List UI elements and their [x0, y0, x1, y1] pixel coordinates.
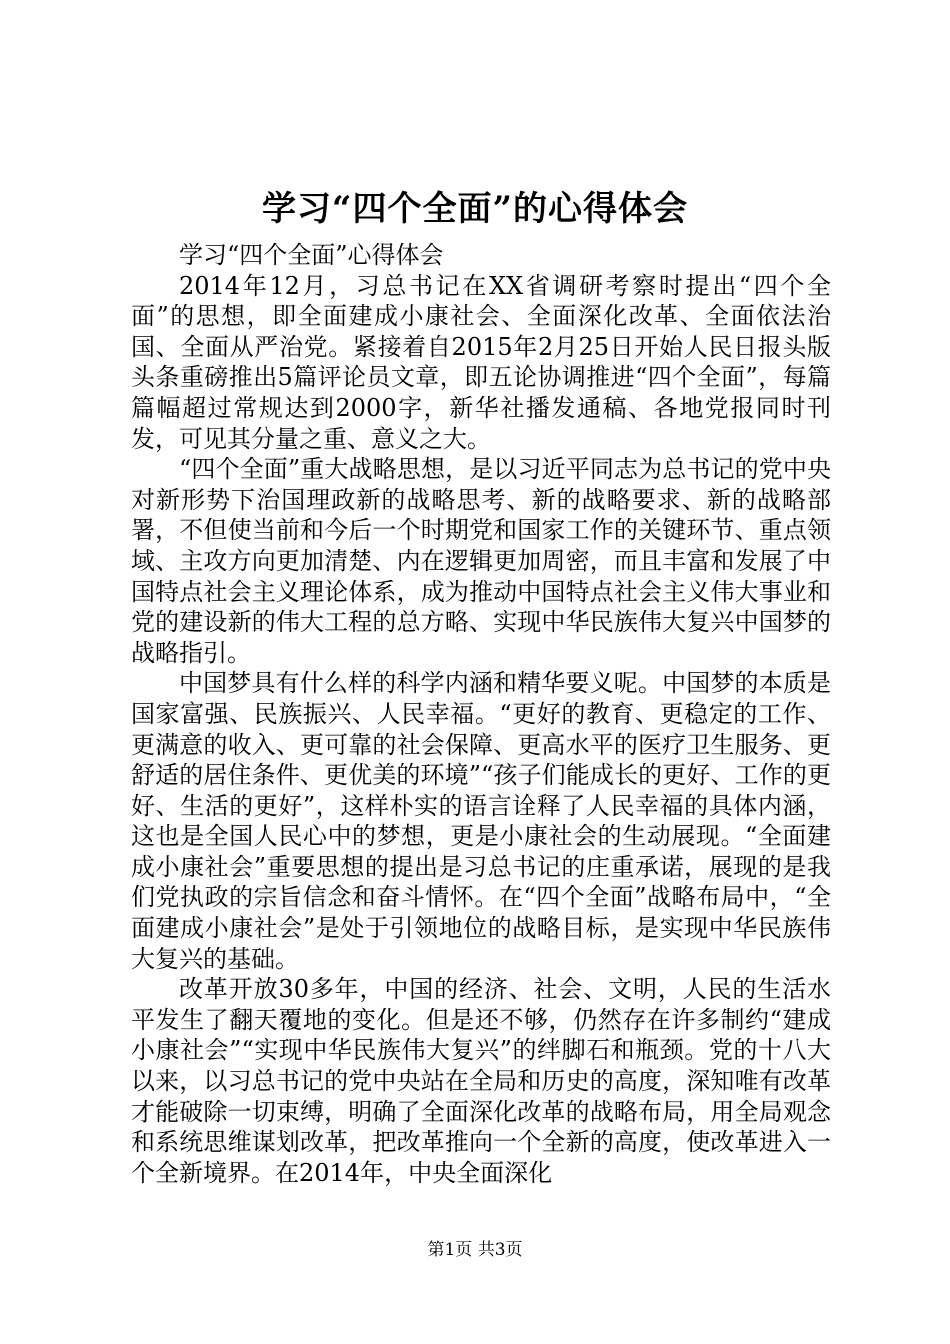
paragraph: 改革开放30多年，中国的经济、社会、文明，人民的生活水平发生了翻天覆地的变化。但是还不够，仍然存在许多制约“建成小康社会”“实现中华民族伟大复兴”的绊脚石和瓶颈。党的十八大以来，以习总书记的党中央站在全局和历史的高度，深知唯有改革才能破除一切束缚，明确了全面深化改革的战略布局，用全局观念和系统思维谋划改革，把改革推向一个全新的高度，使改革进入一个全新境界。在2014年，中央全面深化	[131, 975, 831, 1187]
document-title: 学习“四个全面”的心得体会	[261, 189, 689, 229]
page-number-footer: 第1页 共3页	[427, 1240, 523, 1260]
paragraph: 中国梦具有什么样的科学内涵和精华要义呢。中国梦的本质是国家富强、民族振兴、人民幸福。“更好的教育、更稳定的工作、更满意的收入、更可靠的社会保障、更高水平的医疗卫生服务、更舒适的居住条件、更优美的环境”“孩子们能成长的更好、工作的更好、生活的更好”，这样朴实的语言诠释了人民幸福的具体内涵，这也是全国人民心中的梦想，更是小康社会的生动展现。“全面建成小康社会”重要思想的提出是习总书记的庄重承诺，展现的是我们党执政的宗旨信念和奋斗情怀。在“四个全面”战略布局中，“全面建成小康社会”是处于引领地位的战略目标，是实现中华民族伟大复兴的基础。	[131, 669, 831, 973]
paragraph: 2014年12月，习总书记在XX省调研考察时提出“四个全面”的思想，即全面建成小康社会、全面深化改革、全面依法治国、全面从严治党。紧接着自2015年2月25日开始人民日报头版头条重磅推出5篇评论员文章，即五论协调推进“四个全面”，每篇篇幅超过常规达到2000字，新华社播发通稿、各地党报同时刊发，可见其分量之重、意义之大。	[131, 271, 831, 453]
document-subtitle: 学习“四个全面”心得体会	[179, 241, 444, 269]
document-body	[131, 240, 831, 1188]
paragraph: “四个全面”重大战略思想，是以习近平同志为总书记的党中央对新形势下治国理政新的战略思考、新的战略要求、新的战略部署，不但使当前和今后一个时期党和国家工作的关键环节、重点领域、主攻方向更加清楚、内在逻辑更加周密，而且丰富和发展了中国特点社会主义理论体系，成为推动中国特点社会主义伟大事业和党的建设新的伟大工程的总方略、实现中华民族伟大复兴中国梦的战略指引。	[131, 455, 831, 667]
